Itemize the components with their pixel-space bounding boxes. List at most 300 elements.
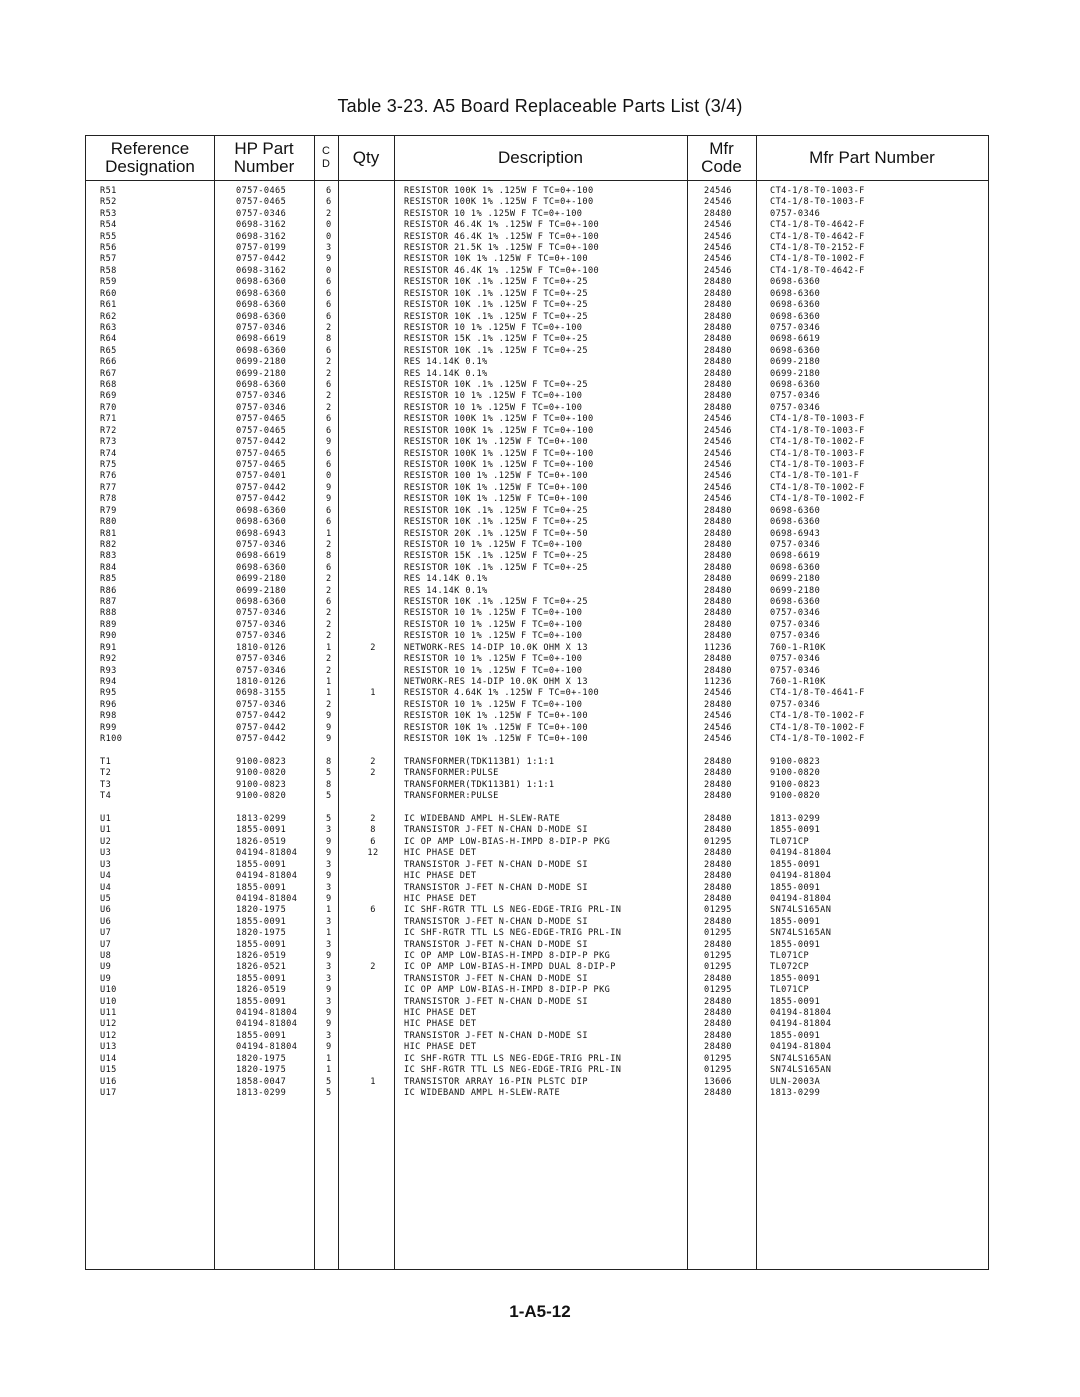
- ref-cell: U6: [100, 916, 112, 927]
- ref-cell: R68: [100, 380, 117, 391]
- qty-cell: [350, 437, 396, 448]
- hp-part-cell: 1813-0299: [236, 1087, 287, 1098]
- mfr-code-cell: 28480: [704, 574, 732, 585]
- table-row-group: [100, 300, 122, 357]
- ref-cell: R52: [100, 197, 117, 208]
- cd-cell: 1: [326, 905, 332, 916]
- cd-cell: 1: [326, 676, 332, 687]
- table-row-group: [404, 586, 621, 643]
- ref-cell: R73: [100, 437, 117, 448]
- description-cell: TRANSISTOR J-FET N-CHAN D-MODE SI: [404, 825, 588, 836]
- mfr-code-cell: 28480: [704, 597, 732, 608]
- mfr-code-cell: 28480: [704, 391, 732, 402]
- table-row-group: [704, 928, 732, 985]
- qty-cell: [350, 380, 396, 391]
- table-row-group: [770, 700, 865, 757]
- qty-cell: [350, 289, 396, 300]
- hp-part-cell: 0757-0199: [236, 243, 287, 254]
- table-row-group: [704, 300, 732, 357]
- hp-part-cell: 1855-0091: [236, 916, 287, 927]
- qty-cell: [350, 346, 396, 357]
- mfr-code-cell: 01295: [704, 928, 732, 939]
- qty-cell: [350, 1031, 396, 1042]
- cd-cell: 6: [326, 448, 332, 459]
- mfr-code-cell: 28480: [704, 882, 732, 893]
- qty-cell: 2: [370, 642, 376, 653]
- cd-cell: 2: [326, 391, 332, 402]
- table-row-group: [350, 300, 396, 357]
- table-row-group: [350, 586, 396, 643]
- mfr-code-cell: 24546: [704, 265, 732, 276]
- cd-cell: 9: [326, 482, 332, 493]
- qty-cell: 1: [370, 1076, 376, 1087]
- table-row-group: [326, 471, 332, 528]
- table-row-group: [770, 814, 865, 871]
- description-cell: RESISTOR 10K 1% .125W F TC=0+-100: [404, 494, 588, 505]
- hp-part-cell: 04194-81804: [236, 871, 298, 882]
- mfr-part-cell: 9100-0820: [770, 768, 821, 779]
- ref-cell: R78: [100, 494, 117, 505]
- description-cell: IC SHF-RGTR TTL LS NEG-EDGE-TRIG PRL-IN: [404, 1065, 622, 1076]
- table-row-group: [404, 243, 621, 300]
- qty-cell: [350, 723, 396, 734]
- qty-cell: [350, 506, 396, 517]
- ref-cell: R75: [100, 459, 117, 470]
- mfr-part-cell: CT4-1/8-T0-4642-F: [770, 220, 865, 231]
- cd-cell: 6: [326, 311, 332, 322]
- qty-cell: [350, 414, 396, 425]
- qty-cell: [350, 529, 396, 540]
- mfr-code-cell: 01295: [704, 951, 732, 961]
- mfr-code-cell: 24546: [704, 414, 732, 425]
- hp-part-cell: 0698-6360: [236, 277, 287, 288]
- ref-cell: U1: [100, 814, 112, 825]
- cd-cell: 0: [326, 220, 332, 231]
- hp-part-cell: 0757-0346: [236, 654, 287, 665]
- description-cell: RESISTOR 100K 1% .125W F TC=0+-100: [404, 448, 594, 459]
- qty-cell: [350, 471, 396, 482]
- description-cell: RESISTOR 10 1% .125W F TC=0+-100: [404, 665, 583, 676]
- ref-cell: R59: [100, 277, 117, 288]
- table-row-group: [236, 357, 297, 414]
- cd-cell: 3: [326, 859, 332, 870]
- table-row-group: [404, 985, 621, 1042]
- qty-cell: [350, 1065, 396, 1076]
- table-row-group: [404, 186, 621, 243]
- mfr-code-cell: 28480: [704, 916, 732, 927]
- description-cell: RES 14.14K 0.1%: [404, 357, 488, 368]
- hp-part-cell: 1810-0126: [236, 676, 287, 687]
- description-cell: TRANSISTOR J-FET N-CHAN D-MODE SI: [404, 973, 588, 984]
- ref-cell: U14: [100, 1053, 117, 1064]
- hp-part-cell: 0698-6360: [236, 311, 287, 322]
- qty-cell: [350, 734, 396, 745]
- mfr-code-cell: 28480: [704, 334, 732, 345]
- description-cell: RESISTOR 15K .1% .125W F TC=0+-25: [404, 551, 588, 562]
- mfr-part-cell: CT4-1/8-T0-1002-F: [770, 482, 865, 493]
- mfr-code-cell: 24546: [704, 243, 732, 254]
- mfr-part-cell: 0698-6360: [770, 300, 821, 311]
- cd-cell: 3: [326, 916, 332, 927]
- cd-cell: 1: [326, 1065, 332, 1076]
- cd-cell: 6: [326, 186, 332, 196]
- description-cell: RESISTOR 10K .1% .125W F TC=0+-25: [404, 597, 588, 608]
- description-cell: HIC PHASE DET: [404, 893, 477, 904]
- qty-cell: [350, 540, 396, 551]
- table-row-group: [350, 1042, 396, 1099]
- description-cell: RESISTOR 10 1% .125W F TC=0+-100: [404, 619, 583, 630]
- mfr-code-cell: 24546: [704, 722, 732, 733]
- hp-part-cell: 0757-0346: [236, 665, 287, 676]
- column-divider: [314, 136, 315, 1269]
- mfr-part-cell: 0698-6619: [770, 334, 821, 345]
- qty-cell: 12: [367, 848, 379, 859]
- mfr-part-cell: 0698-6360: [770, 517, 821, 528]
- mfr-part-cell: CT4-1/8-T0-4641-F: [770, 688, 865, 699]
- description-cell: RESISTOR 100K 1% .125W F TC=0+-100: [404, 459, 594, 470]
- qty-cell: 8: [370, 825, 376, 836]
- cd-cell: 6: [326, 562, 332, 573]
- description-cell: RESISTOR 20K .1% .125W F TC=0+-50: [404, 528, 588, 539]
- hp-part-cell: 0698-6619: [236, 551, 287, 562]
- mfr-code-cell: 28480: [704, 608, 732, 619]
- qty-cell: [350, 277, 396, 288]
- table-row-group: [100, 243, 122, 300]
- mfr-part-cell: CT4-1/8-T0-1002-F: [770, 734, 865, 745]
- hp-part-cell: 1855-0091: [236, 859, 287, 870]
- mfr-part-cell: SN74LS165AN: [770, 905, 832, 916]
- header-text: Qty: [352, 148, 380, 167]
- table-row-group: [704, 700, 732, 757]
- hp-part-cell: 0699-2180: [236, 368, 287, 379]
- table-row-group: [100, 1042, 122, 1099]
- cd-cell: 3: [326, 962, 332, 973]
- mfr-code-cell: 28480: [704, 1008, 732, 1019]
- description-cell: RES 14.14K 0.1%: [404, 585, 488, 596]
- table-title: Table 3-23. A5 Board Replaceable Parts List (3/4): [337, 96, 743, 116]
- hp-part-cell: 1855-0091: [236, 825, 287, 836]
- mfr-code-cell: 28480: [704, 402, 732, 413]
- mfr-part-cell: 1855-0091: [770, 882, 821, 893]
- hp-part-cell: 0757-0465: [236, 197, 287, 208]
- description-cell: IC WIDEBAND AMPL H-SLEW-RATE: [404, 814, 561, 825]
- table-row-group: [350, 471, 396, 528]
- table-row-group: [326, 243, 332, 300]
- ref-cell: R92: [100, 654, 117, 665]
- description-cell: RESISTOR 46.4K 1% .125W F TC=0+-100: [404, 265, 600, 276]
- description-cell: IC SHF-RGTR TTL LS NEG-EDGE-TRIG PRL-IN: [404, 1053, 622, 1064]
- cd-cell: 9: [326, 734, 332, 745]
- mfr-part-cell: SN74LS165AN: [770, 928, 832, 939]
- description-cell: HIC PHASE DET: [404, 1019, 477, 1030]
- hp-part-cell: 0698-6360: [236, 597, 287, 608]
- description-cell: RESISTOR 10K .1% .125W F TC=0+-25: [404, 300, 588, 311]
- hp-part-cell: 0698-3162: [236, 265, 287, 276]
- column-divider: [687, 136, 688, 1269]
- mfr-code-cell: 28480: [704, 654, 732, 665]
- description-cell: IC OP AMP LOW-BIAS-H-IMPD 8-DIP-P PKG: [404, 836, 611, 847]
- mfr-code-cell: 24546: [704, 448, 732, 459]
- mfr-code-cell: 28480: [704, 277, 732, 288]
- cd-cell: 6: [326, 345, 332, 356]
- table-row-group: [770, 414, 865, 471]
- header-text: C: [322, 145, 330, 157]
- table-row-group: [404, 757, 621, 814]
- ref-cell: R65: [100, 345, 117, 356]
- mfr-part-cell: 1855-0091: [770, 859, 821, 870]
- hp-part-cell: 1810-0126: [236, 642, 287, 653]
- table-row-group: [770, 928, 865, 985]
- hp-part-cell: 1855-0091: [236, 1030, 287, 1041]
- mfr-part-cell: 0698-6360: [770, 380, 821, 391]
- table-row-group: [326, 186, 332, 243]
- ref-cell: R70: [100, 402, 117, 413]
- cd-cell: 1: [326, 1053, 332, 1064]
- table-row-group: [100, 186, 122, 243]
- qty-cell: [350, 551, 396, 562]
- hp-part-cell: 0757-0465: [236, 448, 287, 459]
- mfr-code-cell: 28480: [704, 939, 732, 950]
- mfr-code-cell: 24546: [704, 688, 732, 699]
- cd-cell: 0: [326, 471, 332, 482]
- cd-cell: 2: [326, 357, 332, 368]
- description-cell: TRANSFORMER:PULSE: [404, 791, 499, 802]
- mfr-code-cell: 28480: [704, 825, 732, 836]
- qty-cell: [350, 369, 396, 380]
- mfr-code-cell: 24546: [704, 459, 732, 470]
- table-row-group: [704, 414, 732, 471]
- header-reference-designation: [86, 136, 214, 180]
- table-row-group: [236, 300, 297, 357]
- mfr-code-cell: 01295: [704, 985, 732, 996]
- table-row-group: [350, 985, 396, 1042]
- table-row-group: [404, 643, 621, 700]
- ref-cell: R54: [100, 220, 117, 231]
- qty-cell: [350, 974, 396, 985]
- hp-part-cell: 0757-0346: [236, 631, 287, 642]
- ref-cell: U17: [100, 1087, 117, 1098]
- table-row-group: [350, 357, 396, 414]
- mfr-code-cell: 28480: [704, 311, 732, 322]
- mfr-code-cell: 28480: [704, 791, 732, 802]
- qty-cell: [350, 563, 396, 574]
- hp-part-cell: 0698-6360: [236, 288, 287, 299]
- cd-cell: 8: [326, 779, 332, 790]
- cd-cell: 2: [326, 208, 332, 219]
- hp-part-cell: 0757-0346: [236, 619, 287, 630]
- mfr-code-cell: 28480: [704, 996, 732, 1007]
- qty-cell: [350, 1042, 396, 1053]
- mfr-code-cell: 28480: [704, 551, 732, 562]
- table-row-group: [770, 243, 865, 300]
- mfr-part-cell: 04194-81804: [770, 893, 832, 904]
- hp-part-cell: 0698-6619: [236, 334, 287, 345]
- mfr-part-cell: TL072CP: [770, 962, 810, 973]
- ref-cell: R79: [100, 505, 117, 516]
- mfr-part-cell: SN74LS165AN: [770, 1053, 832, 1064]
- qty-cell: [350, 300, 396, 311]
- ref-cell: R91: [100, 642, 117, 653]
- description-cell: RESISTOR 10K 1% .125W F TC=0+-100: [404, 722, 588, 733]
- cd-cell: 2: [326, 402, 332, 413]
- qty-cell: [350, 574, 396, 585]
- hp-part-cell: 1855-0091: [236, 882, 287, 893]
- qty-cell: 6: [370, 905, 376, 916]
- mfr-code-cell: 24546: [704, 482, 732, 493]
- cd-cell: 9: [326, 893, 332, 904]
- table-row-group: [350, 871, 396, 928]
- description-cell: RESISTOR 46.4K 1% .125W F TC=0+-100: [404, 220, 600, 231]
- cd-cell: 5: [326, 791, 332, 802]
- ref-cell: U2: [100, 836, 112, 847]
- qty-cell: [350, 254, 396, 265]
- ref-cell: R56: [100, 243, 117, 254]
- mfr-code-cell: 11236: [704, 642, 732, 653]
- hp-part-cell: 0699-2180: [236, 574, 287, 585]
- cd-cell: 6: [326, 300, 332, 311]
- ref-cell: U1: [100, 825, 112, 836]
- hp-part-cell: 0698-3155: [236, 688, 287, 699]
- header-check-digit: [314, 136, 338, 180]
- description-cell: TRANSFORMER(TDK113B1) 1:1:1: [404, 779, 555, 790]
- table-row-group: [326, 586, 332, 643]
- hp-part-cell: 0757-0346: [236, 608, 287, 619]
- mfr-part-cell: SN74LS165AN: [770, 1065, 832, 1076]
- cd-cell: 1: [326, 642, 332, 653]
- table-row-group: [236, 757, 297, 814]
- ref-cell: R58: [100, 265, 117, 276]
- mfr-part-cell: ULN-2003A: [770, 1076, 821, 1087]
- mfr-part-cell: CT4-1/8-T0-1003-F: [770, 186, 865, 196]
- cd-cell: 2: [326, 619, 332, 630]
- mfr-code-cell: 28480: [704, 665, 732, 676]
- column-mfr-part-number: [770, 186, 865, 1100]
- cd-cell: 3: [326, 882, 332, 893]
- mfr-code-cell: 28480: [704, 973, 732, 984]
- cd-cell: 1: [326, 528, 332, 539]
- ref-cell: R53: [100, 208, 117, 219]
- mfr-part-cell: 1855-0091: [770, 1030, 821, 1041]
- description-cell: NETWORK-RES 14-DIP 10.0K OHM X 13: [404, 676, 588, 687]
- mfr-code-cell: 24546: [704, 437, 732, 448]
- table-row-group: [100, 871, 122, 928]
- hp-part-cell: 1820-1975: [236, 1065, 287, 1076]
- mfr-code-cell: 28480: [704, 848, 732, 859]
- cd-cell: 6: [326, 505, 332, 516]
- qty-cell: [350, 357, 396, 368]
- table-row-group: [100, 471, 122, 528]
- qty-cell: [350, 1088, 396, 1099]
- ref-cell: R77: [100, 482, 117, 493]
- table-row-group: [100, 928, 122, 985]
- header-mfr-part-number: [756, 136, 988, 180]
- cd-cell: 9: [326, 871, 332, 882]
- description-cell: RESISTOR 10K 1% .125W F TC=0+-100: [404, 711, 588, 722]
- table-row-group: [704, 871, 732, 928]
- mfr-code-cell: 24546: [704, 231, 732, 242]
- table-row-group: [236, 985, 297, 1042]
- qty-cell: [350, 860, 396, 871]
- mfr-code-cell: 11236: [704, 676, 732, 687]
- qty-cell: [350, 243, 396, 254]
- description-cell: RESISTOR 10K .1% .125W F TC=0+-25: [404, 288, 588, 299]
- mfr-part-cell: CT4-1/8-T0-2152-F: [770, 243, 865, 254]
- ref-cell: R69: [100, 391, 117, 402]
- mfr-code-cell: 28480: [704, 768, 732, 779]
- table-row-group: [704, 985, 732, 1042]
- hp-part-cell: 0698-6360: [236, 380, 287, 391]
- ref-cell: R67: [100, 368, 117, 379]
- table-row-group: [236, 414, 297, 471]
- cd-cell: 6: [326, 459, 332, 470]
- mfr-code-cell: 28480: [704, 528, 732, 539]
- cd-cell: 2: [326, 539, 332, 550]
- mfr-code-cell: 28480: [704, 1042, 732, 1053]
- mfr-code-cell: 24546: [704, 471, 732, 482]
- hp-part-cell: 9100-0820: [236, 791, 287, 802]
- mfr-code-cell: 28480: [704, 505, 732, 516]
- qty-cell: [350, 871, 396, 882]
- hp-part-cell: 0698-3162: [236, 231, 287, 242]
- ref-cell: U11: [100, 1008, 117, 1019]
- description-cell: RESISTOR 10 1% .125W F TC=0+-100: [404, 391, 583, 402]
- table-row-group: [704, 586, 732, 643]
- mfr-part-cell: 0757-0346: [770, 539, 821, 550]
- header-text: Mfr: [709, 139, 734, 158]
- mfr-part-cell: 0699-2180: [770, 574, 821, 585]
- hp-part-cell: 9100-0820: [236, 768, 287, 779]
- ref-cell: T3: [100, 779, 112, 790]
- table-row-group: [770, 586, 865, 643]
- description-cell: TRANSISTOR J-FET N-CHAN D-MODE SI: [404, 939, 588, 950]
- cd-cell: 6: [326, 288, 332, 299]
- header-text: Designation: [105, 157, 195, 176]
- mfr-part-cell: CT4-1/8-T0-101-F: [770, 471, 860, 482]
- mfr-code-cell: 28480: [704, 288, 732, 299]
- table-row-group: [350, 414, 396, 471]
- cd-cell: 2: [326, 585, 332, 596]
- description-cell: TRANSISTOR J-FET N-CHAN D-MODE SI: [404, 859, 588, 870]
- ref-cell: U3: [100, 859, 112, 870]
- mfr-part-cell: 9100-0823: [770, 779, 821, 790]
- table-row-group: [770, 300, 865, 357]
- ref-cell: R62: [100, 311, 117, 322]
- mfr-code-cell: 28480: [704, 368, 732, 379]
- hp-part-cell: 0698-6360: [236, 300, 287, 311]
- mfr-part-cell: 0757-0346: [770, 208, 821, 219]
- mfr-part-cell: CT4-1/8-T0-1003-F: [770, 414, 865, 425]
- table-row-group: [100, 414, 122, 471]
- table-row-group: [350, 928, 396, 985]
- table-row-group: [350, 814, 396, 871]
- mfr-part-cell: 1855-0091: [770, 973, 821, 984]
- mfr-part-cell: 1855-0091: [770, 825, 821, 836]
- description-cell: RESISTOR 10 1% .125W F TC=0+-100: [404, 402, 583, 413]
- ref-cell: T1: [100, 756, 112, 767]
- hp-part-cell: 04194-81804: [236, 1042, 298, 1053]
- description-cell: TRANSISTOR ARRAY 16-PIN PLSTC DIP: [404, 1076, 588, 1087]
- hp-part-cell: 04194-81804: [236, 1008, 298, 1019]
- qty-cell: [350, 677, 396, 688]
- description-cell: HIC PHASE DET: [404, 1042, 477, 1053]
- mfr-code-cell: 01295: [704, 905, 732, 916]
- description-cell: RESISTOR 10K 1% .125W F TC=0+-100: [404, 482, 588, 493]
- mfr-code-cell: 24546: [704, 734, 732, 745]
- cd-cell: 2: [326, 368, 332, 379]
- cd-cell: 8: [326, 551, 332, 562]
- hp-part-cell: 0757-0442: [236, 734, 287, 745]
- hp-part-cell: 0698-6360: [236, 505, 287, 516]
